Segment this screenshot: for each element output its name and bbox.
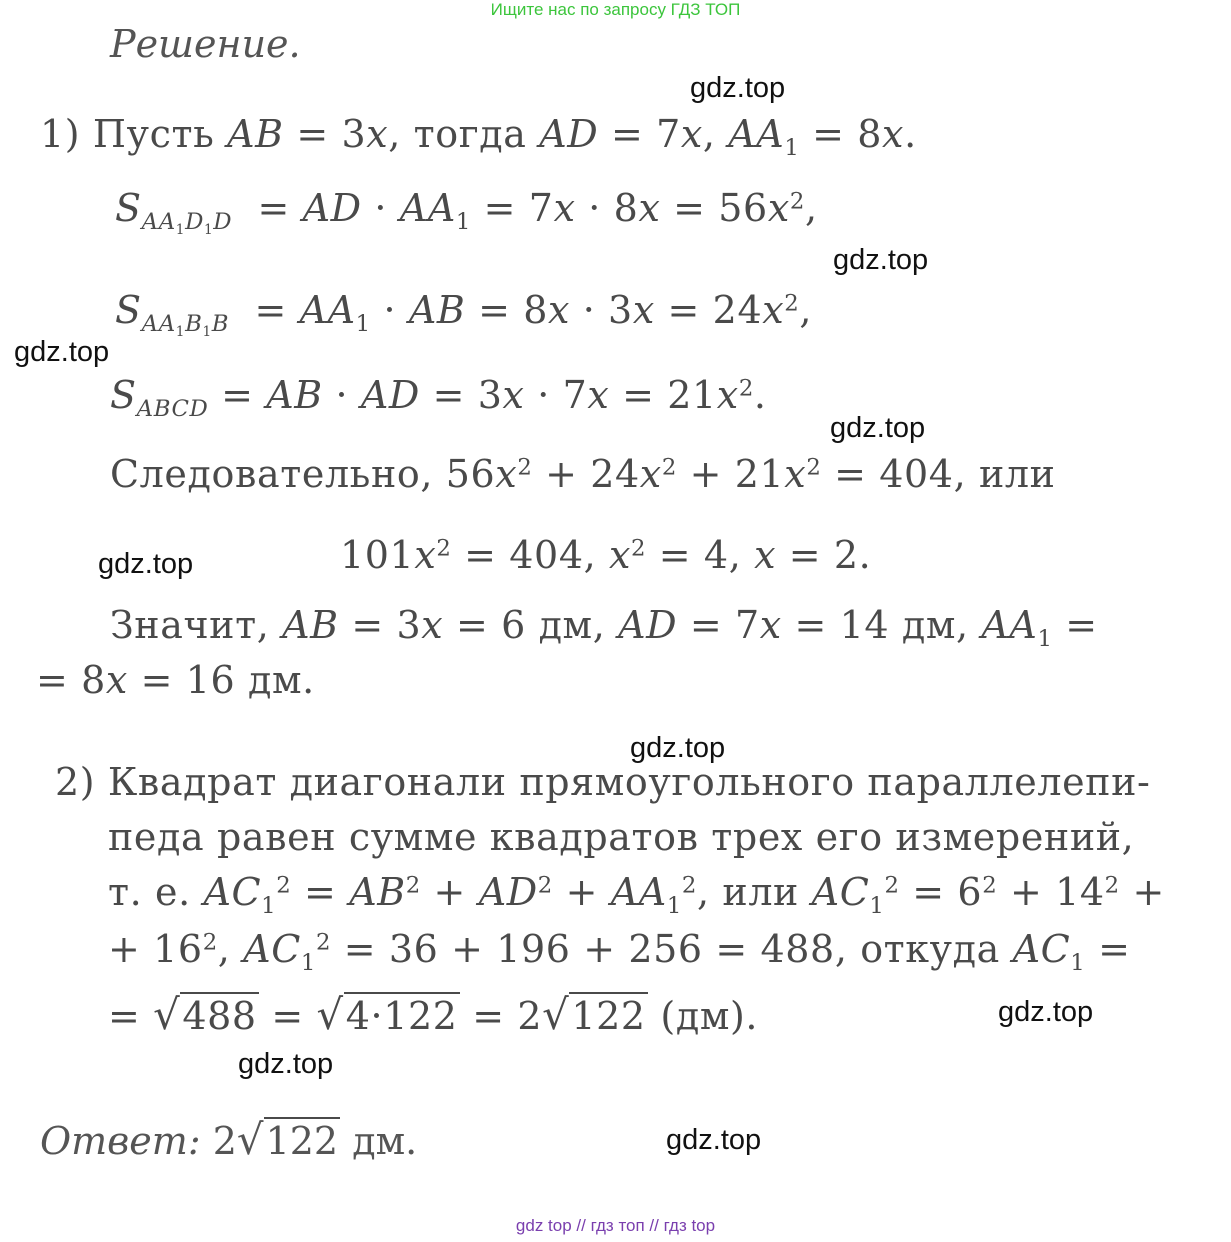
s1-means: Значит, bbox=[110, 603, 270, 647]
s1-conclude: Следовательно, bbox=[110, 452, 434, 496]
top-banner: Ищите нас по запросу ГДЗ ТОП bbox=[490, 0, 741, 19]
sqrt-122: √122 bbox=[542, 990, 646, 1039]
s1-eq-aa1d1d: $S_{AA_1D_1D}$ = AD · $AA_1 = 7x \cdot 8x = 56x^2$, bbox=[115, 186, 818, 238]
s1-then: , тогда bbox=[388, 112, 527, 156]
watermark: gdz.top bbox=[830, 412, 926, 444]
s1-eq-aa1b1b: $S_{AA_1B_1B} = AA_1$ · AB = $8x \cdot 3x = 24x^2$, bbox=[115, 288, 813, 340]
s2-line-5: = √488 = √4·122 = 2√122 (дм). bbox=[108, 990, 759, 1039]
answer-sqrt-122: √122 bbox=[236, 1115, 339, 1164]
s2-or: , или bbox=[697, 870, 799, 914]
watermark: gdz.top bbox=[666, 1124, 762, 1156]
unit-dm: дм bbox=[538, 603, 593, 647]
s1-line-1: 1) Пусть AB = 3x, тогда AD = 7x, $AA_1 = 8x$. bbox=[40, 112, 917, 161]
s1-or: или bbox=[978, 452, 1056, 496]
s2-text-1: Квадрат диагонали прямоугольного параллелепи- bbox=[107, 760, 1151, 804]
solution-title: Решение. bbox=[110, 22, 301, 66]
answer-line: Ответ: 2√122 дм. bbox=[40, 1115, 418, 1164]
s2-line-4: + $16^2$, $AC_1^2 = 36 + 196 + 256 = 488$, откуда $AC_1$ = bbox=[108, 927, 1131, 976]
sqrt-488: √488 bbox=[153, 990, 257, 1039]
s2-line-2: педа равен сумме квадратов трех его измерений, bbox=[108, 815, 1135, 859]
s1-means-line: Значит, AB = 3x = 6 дм, AD = 7x = 14 дм, $AA_1$ = bbox=[110, 603, 1098, 652]
sqrt-4-122: √4·122 bbox=[316, 990, 458, 1039]
s1-intro: Пусть bbox=[92, 112, 215, 156]
s2-whence: , откуда bbox=[834, 927, 1000, 971]
s2-num: 2) bbox=[55, 760, 96, 804]
watermark: gdz.top bbox=[238, 1048, 334, 1080]
watermark: gdz.top bbox=[690, 72, 786, 104]
s1-num: 1) bbox=[40, 112, 81, 156]
unit-dm: дм bbox=[901, 603, 956, 647]
s2-line-1 bbox=[55, 760, 1150, 804]
watermark: gdz.top bbox=[630, 732, 726, 764]
watermark: gdz.top bbox=[14, 336, 110, 368]
s2-line-3: т. е. $AC_1^2 = AB^2 + AD^2 + AA_1^2$, или $AC_1^2 = 6^2 + 14^2$ + bbox=[108, 870, 1165, 919]
footer-links: gdz top // гдз топ // гдз top bbox=[515, 1216, 716, 1235]
s1-solve-line: $101x^2 = 404$, $x^2 = 4$, x = 2. bbox=[340, 533, 872, 577]
answer-label: Ответ: bbox=[40, 1119, 201, 1163]
s1-eq-abcd: $S_{ABCD}$ = AB · AD = $3x \cdot 7x = 21x^2$. bbox=[110, 373, 767, 422]
watermark: gdz.top bbox=[833, 244, 929, 276]
watermark: gdz.top bbox=[98, 548, 194, 580]
unit-dm: дм bbox=[247, 658, 303, 702]
watermark: gdz.top bbox=[998, 996, 1094, 1028]
s2-unit: (дм). bbox=[660, 994, 759, 1038]
s1-sum-line: Следовательно, $56x^2 + 24x^2 + 21x^2 = 404$, или bbox=[110, 452, 1056, 496]
answer-unit: дм. bbox=[352, 1119, 418, 1163]
s1-means-cont: = 8x = 16 дм. bbox=[36, 658, 315, 702]
s2-te: т. е. bbox=[108, 870, 191, 914]
